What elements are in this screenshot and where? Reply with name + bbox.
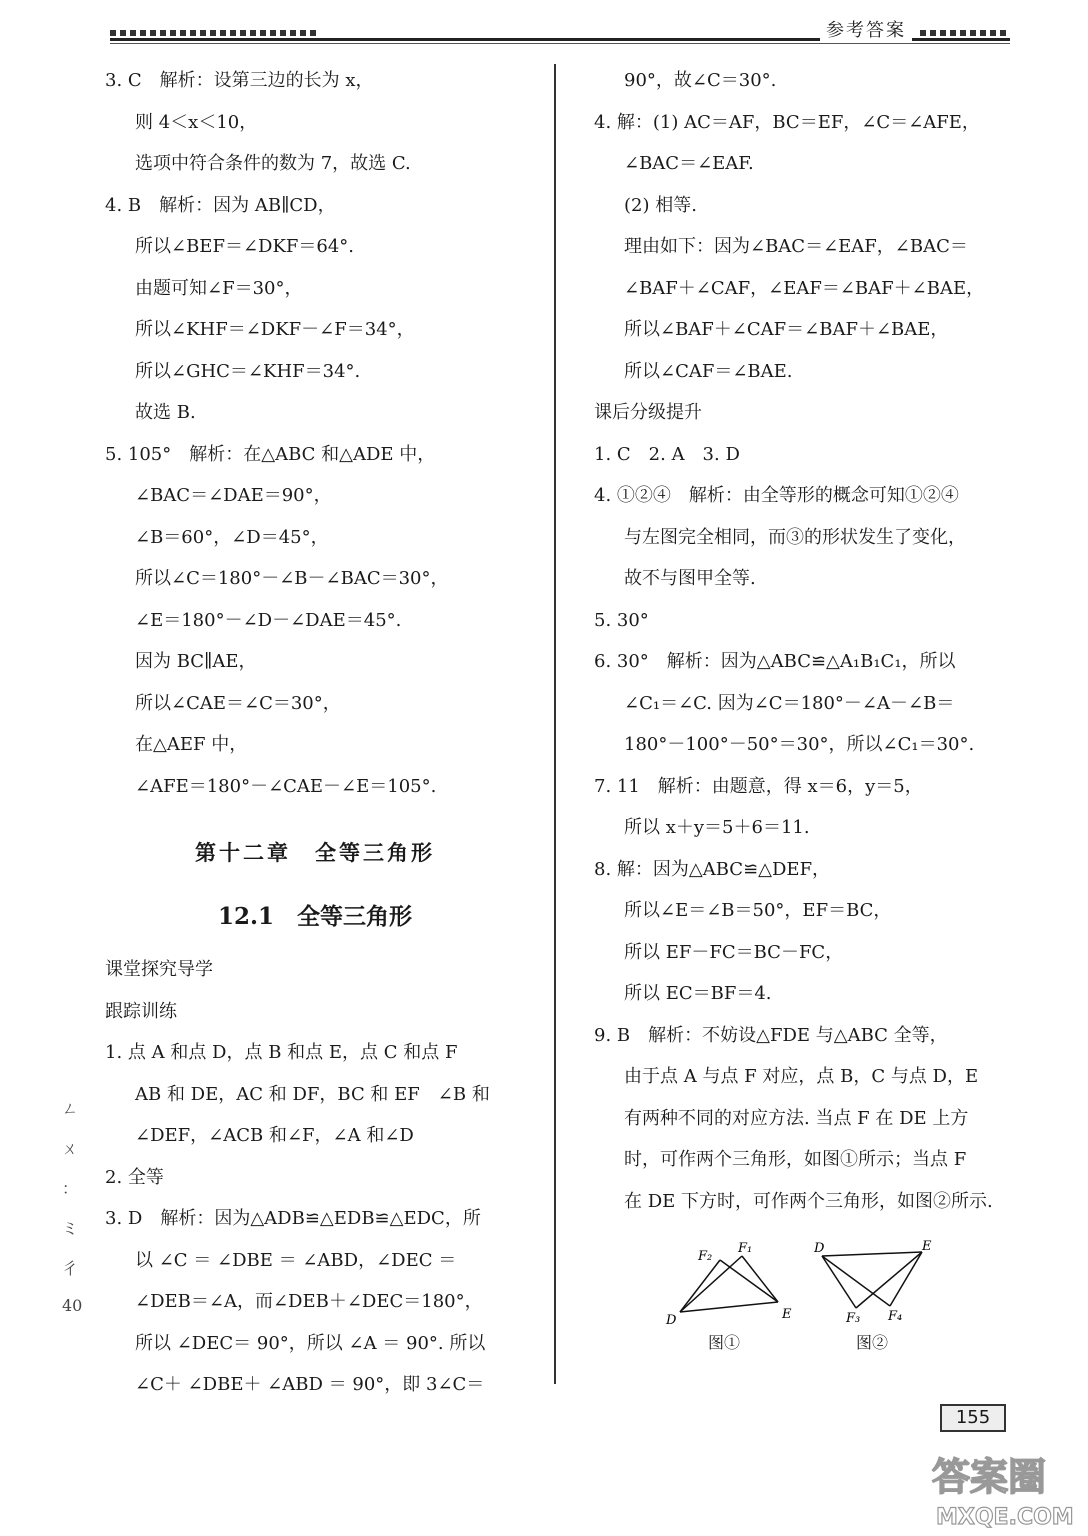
text-line: 180°－100°－50°＝30°，所以∠C₁＝30°. — [624, 734, 975, 755]
text-line: 由题可知∠F＝30°， — [135, 277, 303, 299]
text-line: ∠C₁＝∠C. 因为∠C＝180°－∠A－∠B＝ — [624, 692, 955, 714]
text-line: 理由如下：因为∠BAC＝∠EAF，∠BAC＝ — [624, 236, 968, 257]
text-line: 所以∠KHF＝∠DKF－∠F＝34°， — [135, 319, 415, 340]
text-line: 3. D 解析：因为△ADB≌△EDB≌△EDC，所 — [105, 1208, 481, 1229]
section-title: 12.1 全等三角形 — [217, 903, 413, 930]
header-decoration-right — [920, 30, 1010, 36]
svg-text:MXQE.COM: MXQE.COM — [936, 1505, 1074, 1530]
text-line: 所以 EF－FC＝BC－FC， — [624, 941, 844, 963]
text-line: ∠B＝60°，∠D＝45°， — [135, 526, 329, 548]
text-line: ∠E＝180°－∠D－∠DAE＝45°. — [135, 609, 402, 631]
figure-2-caption: 图② — [856, 1333, 889, 1352]
figure-area — [660, 1236, 960, 1354]
text-line: 因为 BC∥AE， — [135, 651, 257, 672]
text-line: ∠C＋ ∠DBE＋ ∠ABD ＝ 90°，即 3∠C＝ — [135, 1374, 485, 1395]
text-line: 则 4＜x＜10， — [135, 111, 258, 133]
text-line: ∠AFE＝180°－∠CAE－∠E＝105°. — [135, 775, 437, 797]
figure-2 — [813, 1239, 932, 1326]
text-line: 3. C 解析：设第三边的长为 x， — [105, 70, 374, 91]
text-line: 所以 x＋y＝5＋6＝11. — [624, 817, 810, 838]
text-line: 所以∠E＝∠B＝50°，EF＝BC， — [624, 900, 892, 921]
watermark-logo — [928, 1440, 1078, 1530]
text-line: (2) 相等. — [624, 194, 697, 216]
label-f1: F₁ — [738, 1241, 753, 1256]
label-f3: F₃ — [846, 1311, 861, 1326]
text-line: 9. B 解析：不妨设△FDE 与△ABC 全等， — [594, 1024, 948, 1046]
margin-marks — [62, 1096, 92, 1336]
text-line: 所以 EC＝BF＝4. — [624, 983, 772, 1004]
text-line: 7. 11 解析：由题意，得 x＝6，y＝5， — [594, 775, 923, 797]
label-d1: D — [666, 1313, 677, 1328]
text-line: ∠DEF，∠ACB 和∠F，∠A 和∠D — [135, 1125, 414, 1146]
text-line: 所以∠C＝180°－∠B－∠BAC＝30°， — [135, 568, 449, 589]
left-exercises-block — [105, 949, 525, 1406]
margin-mark: ㄥ — [62, 1099, 79, 1118]
text-line: 时，可作两个三角形，如图①所示；当点 F — [624, 1149, 967, 1170]
text-line: 故选 B. — [135, 402, 196, 423]
text-line: 与左图完全相同，而③的形状发生了变化， — [624, 526, 966, 548]
text-line: 1. C 2. A 3. D — [594, 443, 740, 465]
text-line: 所以∠BEF＝∠DKF＝64°. — [135, 236, 355, 257]
running-header: 参考答案 — [820, 16, 912, 42]
left-column — [105, 60, 525, 1406]
text-line: 由于点 A 与点 F 对应，点 B，C 与点 D，E — [624, 1066, 979, 1087]
svg-text:答案圈: 答案圈 — [932, 1455, 1047, 1499]
label-e1: E — [782, 1307, 792, 1322]
text-line: 所以∠BAF＋∠CAF＝∠BAF＋∠BAE， — [624, 319, 949, 340]
chapter-title: 第十二章 全等三角形 — [195, 840, 435, 865]
header-decoration-left — [110, 30, 320, 36]
text-line: 4. ①②④ 解析：由全等形的概念可知①②④ — [594, 485, 959, 506]
text-line: 课堂探究导学 — [105, 959, 213, 980]
text-line: 课后分级提升 — [594, 402, 702, 423]
text-line: 选项中符合条件的数为 7，故选 C. — [135, 153, 411, 174]
text-line: 4. B 解析：因为 AB∥CD， — [105, 194, 336, 216]
figure-1 — [665, 1241, 792, 1328]
text-line: ∠BAC＝∠EAF. — [624, 153, 754, 174]
text-line: 所以∠CAF＝∠BAE. — [624, 360, 793, 382]
label-f2: F₂ — [698, 1249, 713, 1264]
page-number: 155 — [940, 1404, 1006, 1432]
text-line: 4. 解：(1) AC＝AF，BC＝EF，∠C＝∠AFE， — [594, 111, 980, 133]
right-column — [594, 60, 1014, 1222]
margin-mark: ： — [62, 1179, 79, 1198]
right-answers-block — [594, 60, 1014, 1222]
label-d2: D — [814, 1241, 825, 1256]
text-line: 在 DE 下方时，可作两个三角形，如图②所示. — [624, 1190, 993, 1212]
margin-mark: ミ — [62, 1219, 79, 1238]
text-line: ∠BAC＝∠DAE＝90°， — [135, 485, 332, 506]
triangle-figures — [660, 1236, 960, 1354]
text-line: 1. 点 A 和点 D，点 B 和点 E，点 C 和点 F — [105, 1042, 458, 1063]
text-line: 在△AEF 中， — [135, 734, 248, 755]
text-line: 有两种不同的对应方法. 当点 F 在 DE 上方 — [624, 1107, 969, 1129]
figure-1-caption: 图① — [708, 1333, 741, 1352]
margin-mark: 彳 — [62, 1259, 79, 1278]
text-line: 故不与图甲全等. — [624, 568, 756, 589]
label-f4: F₄ — [888, 1309, 903, 1324]
text-line: 所以 ∠DEC＝ 90°，所以 ∠A ＝ 90°. 所以 — [135, 1332, 486, 1354]
header-rule-thin — [110, 43, 1010, 44]
column-divider — [554, 64, 556, 1384]
text-line: 2. 全等 — [105, 1166, 164, 1188]
text-line: AB 和 DE，AC 和 DF，BC 和 EF ∠B 和 — [135, 1083, 490, 1105]
left-answers-block — [105, 60, 525, 807]
text-line: 5. 30° — [594, 609, 649, 631]
text-line: 6. 30° 解析：因为△ABC≌△A₁B₁C₁，所以 — [594, 651, 956, 672]
text-line: 90°，故∠C＝30°. — [624, 70, 777, 91]
margin-mark: 40 — [62, 1296, 83, 1315]
margin-mark: ㄨ — [62, 1139, 79, 1158]
text-line: 以 ∠C ＝ ∠DBE ＝ ∠ABD，∠DEC ＝ — [135, 1249, 457, 1271]
text-line: 所以∠GHC＝∠KHF＝34°. — [135, 360, 361, 382]
text-line: 8. 解：因为△ABC≌△DEF， — [594, 858, 831, 880]
label-e2: E — [922, 1239, 932, 1254]
text-line: 跟踪训练 — [105, 1000, 177, 1022]
text-line: ∠BAF＋∠CAF，∠EAF＝∠BAF＋∠BAE， — [624, 277, 985, 299]
text-line: 5. 105° 解析：在△ABC 和△ADE 中， — [105, 443, 436, 465]
text-line: ∠DEB＝∠A，而∠DEB＋∠DEC＝180°， — [135, 1291, 483, 1312]
text-line: 所以∠CAE＝∠C＝30°， — [135, 692, 341, 714]
